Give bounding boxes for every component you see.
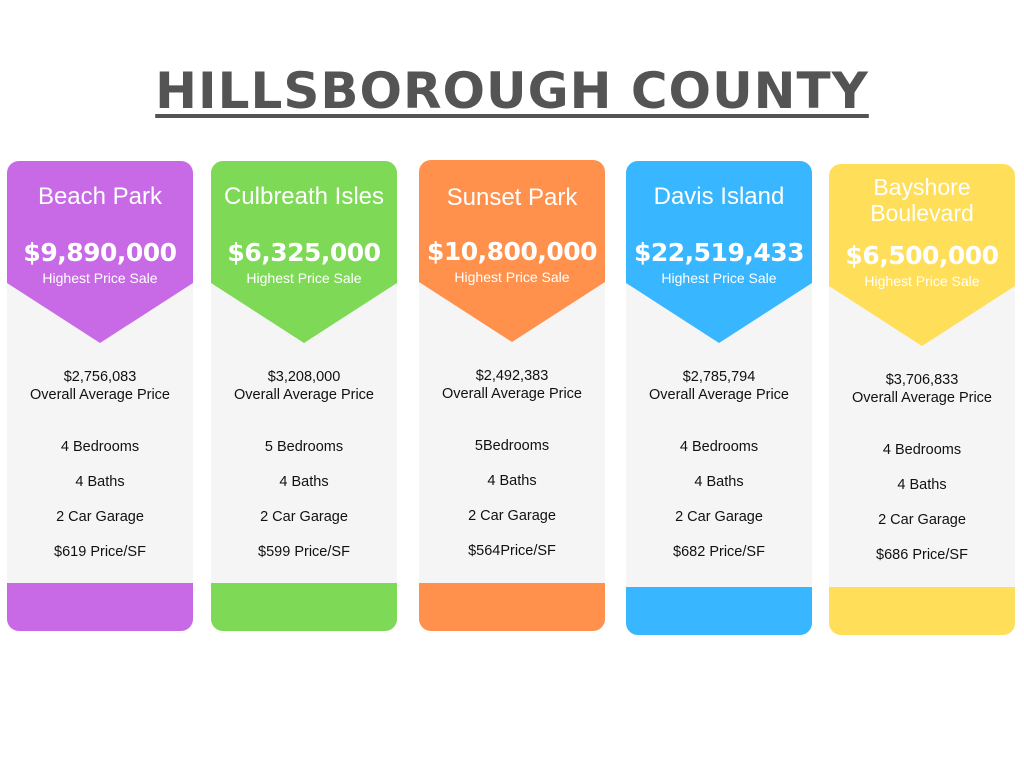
price-per-sf: $564Price/SF xyxy=(468,543,556,559)
price-per-sf: $686 Price/SF xyxy=(876,547,968,563)
bedrooms: 4 Bedrooms xyxy=(882,442,962,458)
bedrooms: 4 Bedrooms xyxy=(60,439,140,455)
highest-price-label: Highest Price Sale xyxy=(454,269,570,285)
highest-price: $22,519,433 xyxy=(633,238,805,267)
highest-price-label: Highest Price Sale xyxy=(864,273,980,289)
card-bayshore-boulevard xyxy=(829,164,1015,635)
garage: 2 Car Garage xyxy=(675,509,763,525)
card-name: Sunset Park xyxy=(446,184,578,211)
card-name: Davis Island xyxy=(653,183,785,210)
card-footer xyxy=(7,583,193,631)
card-name: Beach Park xyxy=(37,183,163,210)
average-price: $2,785,794 xyxy=(682,369,756,385)
highest-price: $10,800,000 xyxy=(426,237,598,266)
bedrooms: 5 Bedrooms xyxy=(264,439,344,455)
card-name: Culbreath Isles xyxy=(223,183,385,210)
average-price-label: Overall Average Price xyxy=(442,386,582,402)
average-price: $3,208,000 xyxy=(267,369,341,385)
card-beach-park xyxy=(7,161,193,631)
baths: 4 Baths xyxy=(75,474,125,490)
price-per-sf: $619 Price/SF xyxy=(54,544,146,560)
highest-price: $6,500,000 xyxy=(845,241,999,270)
garage: 2 Car Garage xyxy=(260,509,348,525)
bedrooms: 4 Bedrooms xyxy=(679,439,759,455)
average-price: $2,756,083 xyxy=(63,369,137,385)
baths: 4 Baths xyxy=(897,477,947,493)
card-sunset-park xyxy=(419,160,605,631)
card-footer xyxy=(211,583,397,631)
baths: 4 Baths xyxy=(487,473,537,489)
garage: 2 Car Garage xyxy=(56,509,144,525)
average-price-label: Overall Average Price xyxy=(649,387,789,403)
highest-price-label: Highest Price Sale xyxy=(246,270,362,286)
average-price-label: Overall Average Price xyxy=(30,387,170,403)
highest-price-label: Highest Price Sale xyxy=(661,270,777,286)
garage: 2 Car Garage xyxy=(468,508,556,524)
average-price-label: Overall Average Price xyxy=(852,390,992,406)
highest-price: $9,890,000 xyxy=(23,238,177,267)
garage: 2 Car Garage xyxy=(878,512,966,528)
bedrooms: 5Bedrooms xyxy=(474,438,550,454)
average-price: $3,706,833 xyxy=(885,372,959,388)
price-per-sf: $682 Price/SF xyxy=(673,544,765,560)
average-price: $2,492,383 xyxy=(475,368,549,384)
average-price-label: Overall Average Price xyxy=(234,387,374,403)
card-footer xyxy=(626,587,812,635)
baths: 4 Baths xyxy=(694,474,744,490)
highest-price: $6,325,000 xyxy=(227,238,381,267)
card-culbreath-isles xyxy=(211,161,397,631)
card-davis-island xyxy=(626,161,812,635)
card-footer xyxy=(829,587,1015,635)
page-title: HILLSBOROUGH COUNTY xyxy=(155,62,869,120)
highest-price-label: Highest Price Sale xyxy=(42,270,158,286)
card-footer xyxy=(419,583,605,631)
baths: 4 Baths xyxy=(279,474,329,490)
price-per-sf: $599 Price/SF xyxy=(258,544,350,560)
card-name: Bayshore Boulevard xyxy=(870,174,974,226)
